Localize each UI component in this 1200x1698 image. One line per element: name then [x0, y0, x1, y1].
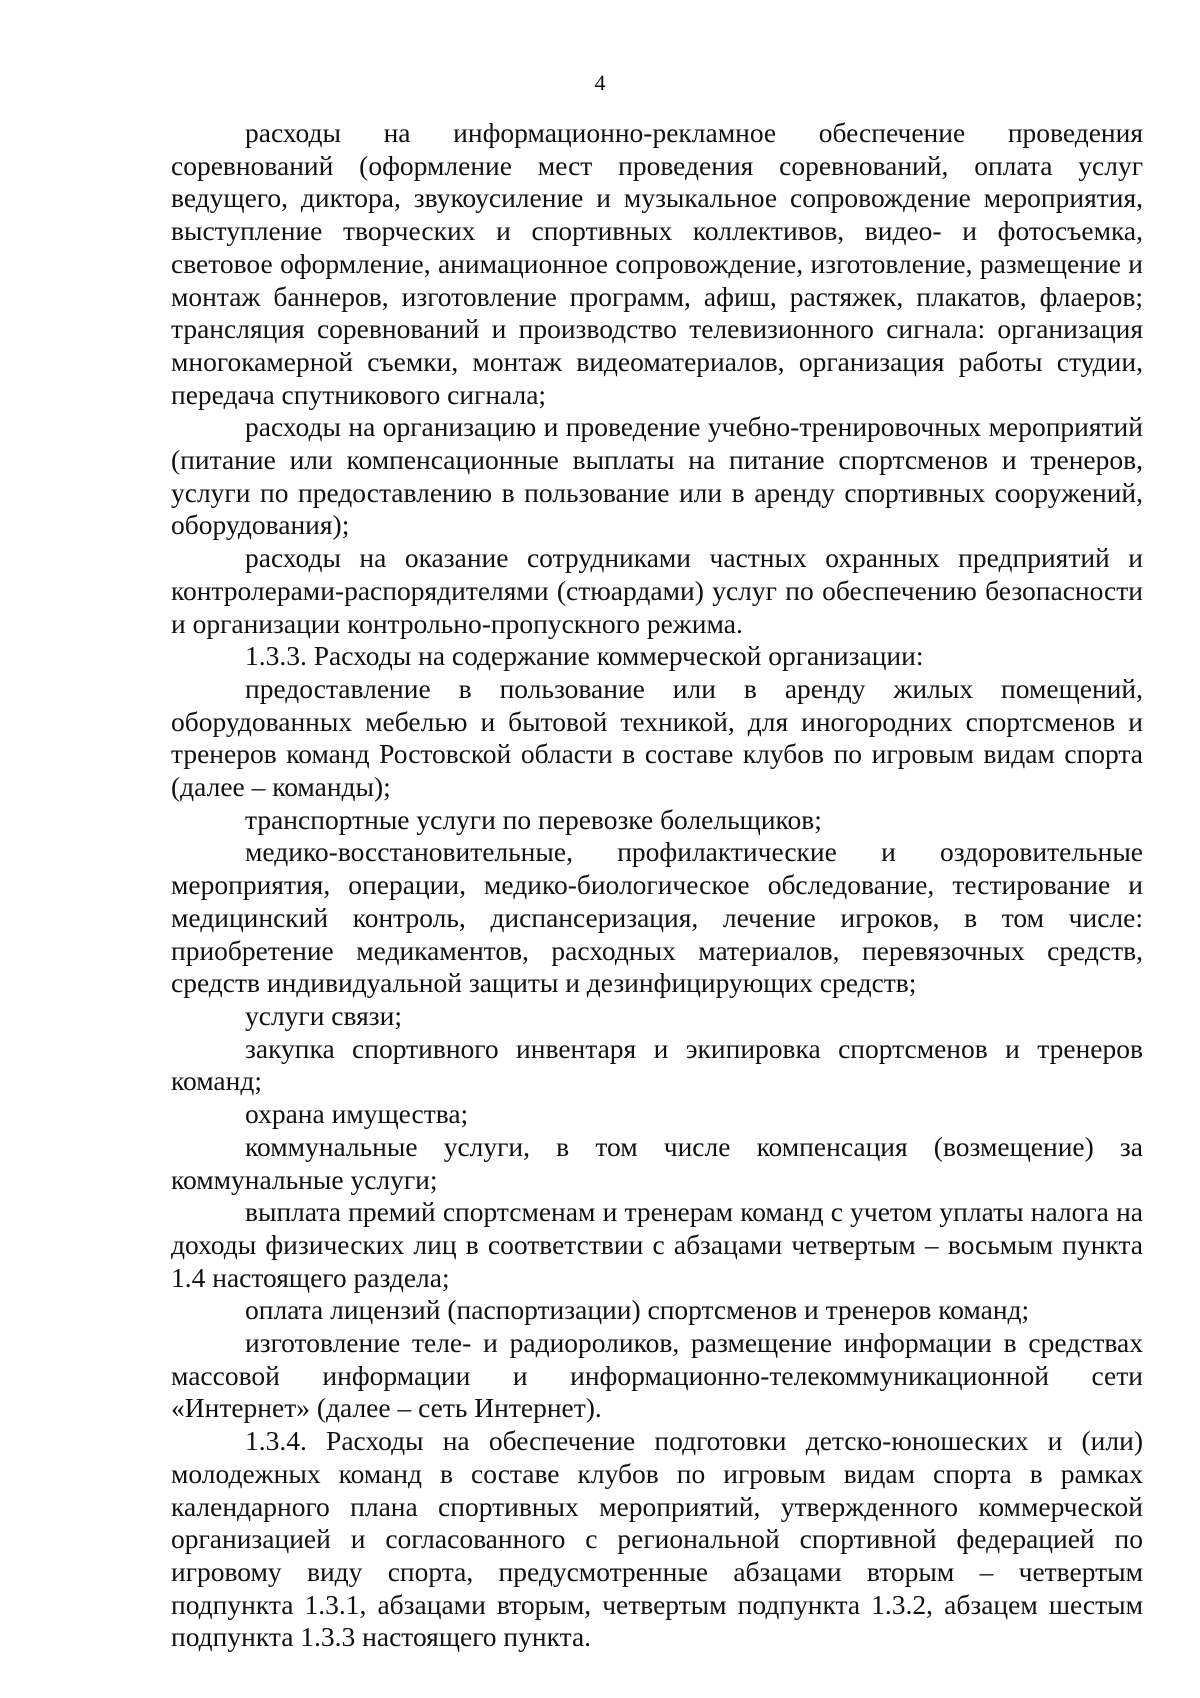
- paragraph-media-production: изготовление теле- и радиороликов, размещение информации в средствах массовой информации и информационно-телекоммуникационной сети «Интернет» (далее – сеть Интернет).: [171, 1327, 1143, 1424]
- paragraph-section-1-3-4: 1.3.4. Расходы на обеспечение подготовки детско-юношеских и (или) молодежных команд в составе клубов по игровым видам спорта в рамках календарного плана спортивных мероприятий, утвержденного коммерческой организацией и согласованного с региональной спортивной федерацией по игровому виду спорта, предусмотренные абзацами вторым – четвертым подпункта 1.3.1, абзацами вторым, четвертым подпункта 1.3.2, абзацем шестым подпункта 1.3.3 настоящего пункта.: [171, 1425, 1143, 1653]
- paragraph-housing-provision: предоставление в пользование или в аренду жилых помещений, оборудованных мебелью и бытовой техникой, для иногородних спортсменов и тренеров команд Ростовской области в составе клубов по игровым видам спорта (далее – команды);: [171, 672, 1143, 803]
- paragraph-medical-services: медико-восстановительные, профилактические и оздоровительные мероприятия, операции, медико-биологическое обследование, тестирование и медицинский контроль, диспансеризация, лечение игроков, в том числе: приобретение медикаментов, расходных материалов, перевязочных средств, средств индивидуальной защиты и дезинфицирующих средств;: [171, 836, 1143, 999]
- document-body: [171, 117, 1143, 1654]
- paragraph-fan-transport: транспортные услуги по перевозке болельщиков;: [245, 803, 822, 835]
- paragraph-section-1-3-3-heading: 1.3.3. Расходы на содержание коммерческой организации:: [245, 640, 924, 672]
- paragraph-info-advertising-expenses: расходы на информационно-рекламное обеспечение проведения соревнований (оформление мест проведения соревнований, оплата услуг ведущего, диктора, звукоусиление и музыкальное сопровождение мероприятия, выступление творческих и спортивных коллективов, видео- и фотосъемка, световое оформление, анимационное сопровождение, изготовление, размещение и монтаж баннеров, изготовление программ, афиш, растяжек, плакатов, флаеров; трансляция соревнований и производство телевизионного сигнала: организация многокамерной съемки, монтаж видеоматериалов, организация работы студии, передача спутникового сигнала;: [171, 117, 1143, 410]
- paragraph-utility-services: коммунальные услуги, в том числе компенсация (возмещение) за коммунальные услуги;: [171, 1130, 1143, 1195]
- paragraph-license-payments: оплата лицензий (паспортизации) спортсменов и тренеров команд;: [245, 1294, 1030, 1326]
- paragraph-training-events-expenses: расходы на организацию и проведение учебно-тренировочных мероприятий (питание или компенсационные выплаты на питание спортсменов и тренеров, услуги по предоставлению в пользование или в аренду спортивных сооружений, оборудования);: [171, 411, 1143, 541]
- paragraph-communication-services: услуги связи;: [245, 999, 402, 1031]
- page-number: 4: [594, 70, 606, 95]
- paragraph-security-expenses: расходы на оказание сотрудниками частных охранных предприятий и контролерами-распорядителями (стюардами) услуг по обеспечению безопасности и организации контрольно-пропускного режима.: [171, 542, 1143, 639]
- paragraph-bonus-payments: выплата премий спортсменам и тренерам команд с учетом уплаты налога на доходы физических лиц в соответствии с абзацами четвертым – восьмым пункта 1.4 настоящего раздела;: [171, 1196, 1143, 1293]
- paragraph-property-protection: охрана имущества;: [245, 1098, 469, 1130]
- paragraph-equipment-purchase: закупка спортивного инвентаря и экипировка спортсменов и тренеров команд;: [171, 1032, 1143, 1097]
